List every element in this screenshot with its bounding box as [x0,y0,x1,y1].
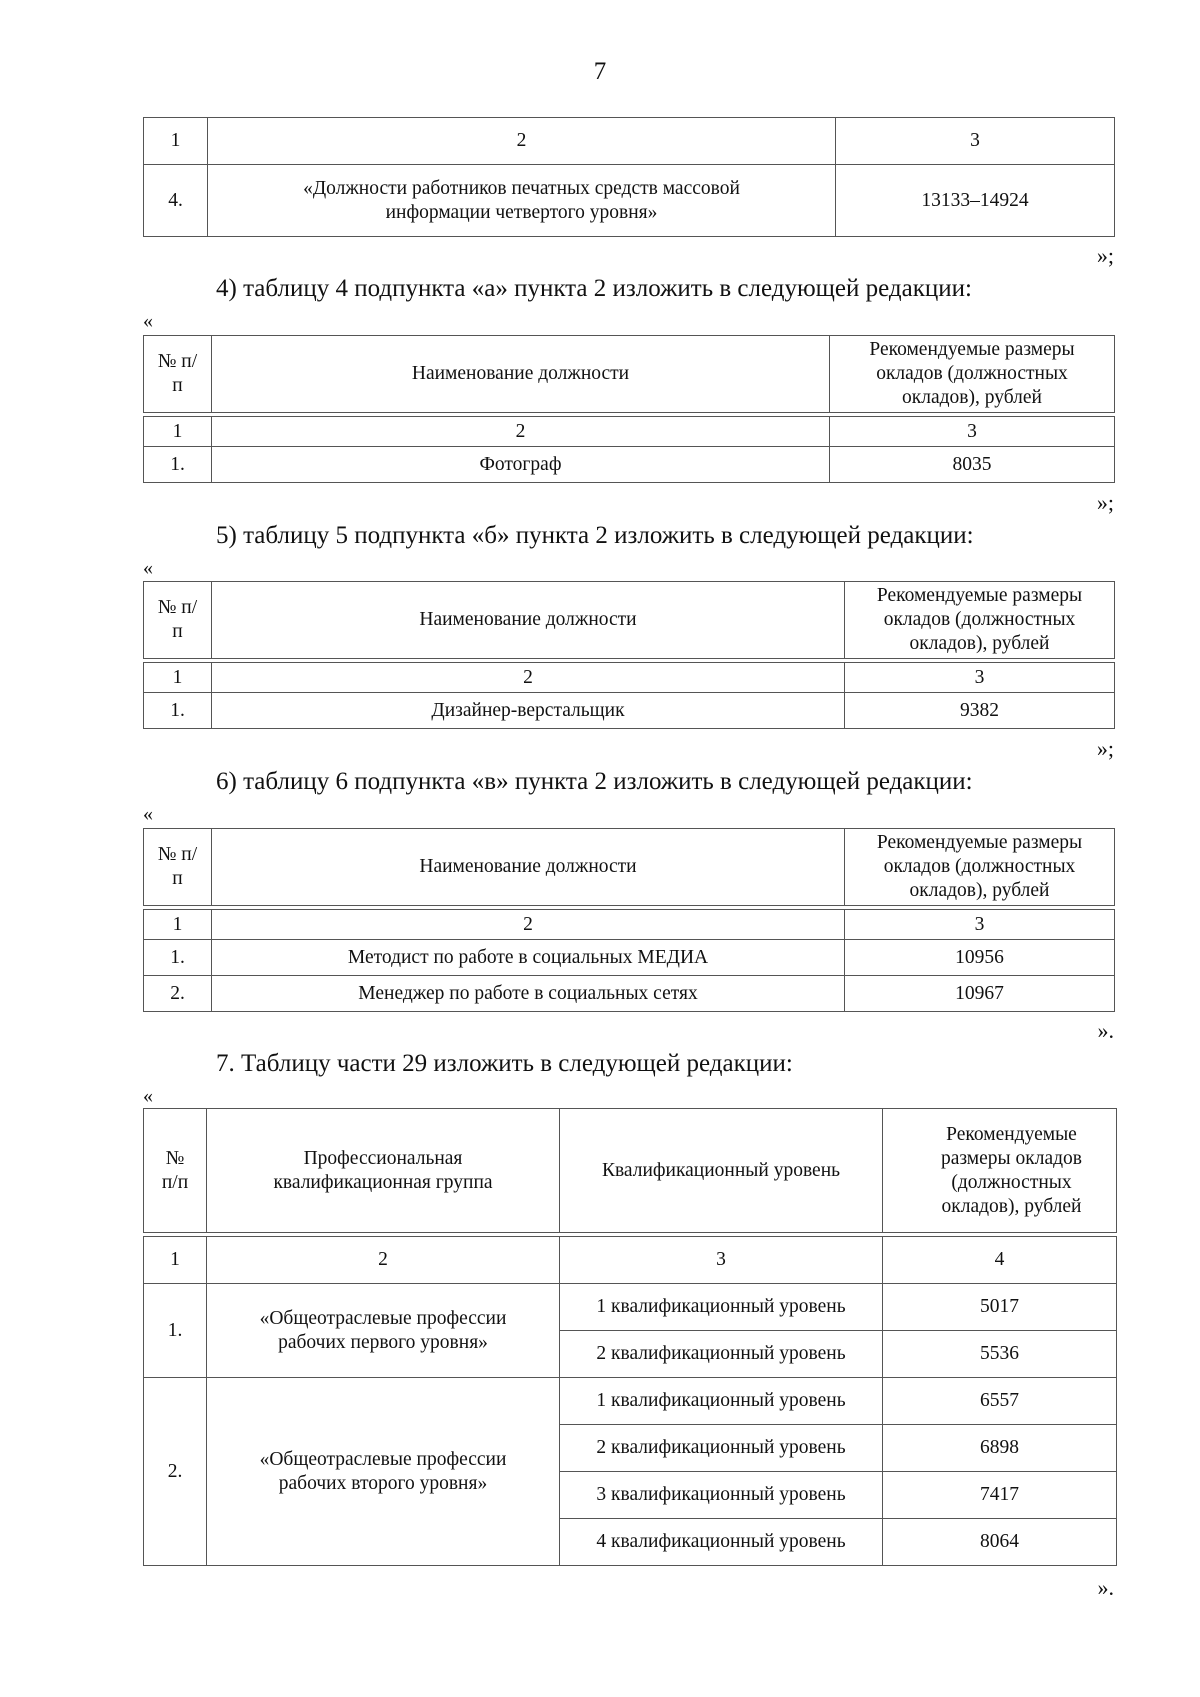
section-5-heading: 5) таблицу 5 подпункта «б» пункта 2 изложить в следующей редакции: [216,522,974,549]
position-name: Методист по работе в социальных МЕДИА [212,940,845,976]
closing-quote: ». [1097,1575,1114,1600]
header-salary: Рекомендуемые размеры окладов (должностных окладов), рублей [845,829,1115,906]
header-salary: Рекомендуемые размеры окладов (должностных окладов), рублей [883,1109,1117,1233]
row-number: 1. [144,447,212,483]
header-position-name: Наименование должности [212,336,830,413]
cell: 2 [212,663,845,693]
section-6-heading: 6) таблицу 6 подпункта «в» пункта 2 изложить в следующей редакции: [216,768,973,795]
salary-value: 6557 [883,1378,1117,1425]
header-number: № п/п [144,336,212,413]
row-number: 4. [144,165,208,237]
cell: 2 [212,417,830,447]
section-4-header-table [143,335,1115,413]
column-number-row [144,417,1115,447]
cell: 1 [144,1237,207,1284]
salary-value: 10967 [845,976,1115,1012]
closing-quote: »; [1096,243,1114,268]
header-position-name: Наименование должности [212,582,845,659]
opening-quote: « [143,557,153,579]
qualification-level: 2 квалификационный уровень [560,1331,883,1378]
cell: 3 [830,417,1115,447]
row-number: 1. [144,1284,207,1378]
salary-value: 8035 [830,447,1115,483]
cell: 3 [845,910,1115,940]
salary-value: 5017 [883,1284,1117,1331]
cell: 1 [144,910,212,940]
cell: 3 [845,663,1115,693]
row-number: 1. [144,940,212,976]
salary-value: 9382 [845,693,1115,729]
table-row [144,693,1115,729]
cell: 4 [883,1237,1117,1284]
header-position-name: Наименование должности [212,829,845,906]
header-qualification-level: Квалификационный уровень [560,1109,883,1233]
qualification-group-name: «Общеотраслевые профессии рабочих второго уровня» [207,1378,560,1566]
position-name: Менеджер по работе в социальных сетях [212,976,845,1012]
table-row [144,1378,1117,1425]
salary-value: 8064 [883,1519,1117,1566]
header-number: № п/п [144,1109,207,1233]
cell: 1 [144,417,212,447]
row-number: 1. [144,693,212,729]
cell: 1 [144,663,212,693]
qualification-level: 3 квалификационный уровень [560,1472,883,1519]
header-qualification-group: Профессиональная квалификационная группа [207,1109,560,1233]
header-number: № п/п [144,582,212,659]
header-number: № п/п [144,829,212,906]
cell: 2 [207,1237,560,1284]
salary-value: 5536 [883,1331,1117,1378]
salary-value: 6898 [883,1425,1117,1472]
section-5-body-table [143,662,1115,729]
header-salary: Рекомендуемые размеры окладов (должностных окладов), рублей [830,336,1115,413]
table-row [144,165,1115,237]
cell: 1 [144,118,208,165]
qualification-level: 1 квалификационный уровень [560,1378,883,1425]
page-number: 7 [593,58,607,85]
section-7-header-table [143,1108,1117,1233]
position-name: Фотограф [212,447,830,483]
column-number-row [144,118,1115,165]
cell: 2 [212,910,845,940]
position-group-name: «Должности работников печатных средств массовой информации четвертого уровня» [208,165,836,237]
continuation-table [143,117,1115,237]
column-number-row [144,910,1115,940]
opening-quote: « [143,1085,153,1107]
section-7-body-table [143,1236,1117,1566]
qualification-level: 4 квалификационный уровень [560,1519,883,1566]
salary-value: 10956 [845,940,1115,976]
closing-quote: ». [1097,1018,1114,1043]
qualification-level: 1 квалификационный уровень [560,1284,883,1331]
table-row [144,940,1115,976]
salary-value: 13133–14924 [836,165,1115,237]
section-6-body-table [143,909,1115,1012]
qualification-group-name: «Общеотраслевые профессии рабочих первого уровня» [207,1284,560,1378]
column-number-row [144,663,1115,693]
row-number: 2. [144,1378,207,1566]
closing-quote: »; [1096,736,1114,761]
row-number: 2. [144,976,212,1012]
qualification-level: 2 квалификационный уровень [560,1425,883,1472]
section-6-header-table [143,828,1115,906]
table-row [144,447,1115,483]
section-5-header-table [143,581,1115,659]
table-row [144,976,1115,1012]
opening-quote: « [143,310,153,332]
section-4-body-table [143,416,1115,483]
section-7-heading: 7. Таблицу части 29 изложить в следующей редакции: [216,1050,793,1077]
salary-value: 7417 [883,1472,1117,1519]
cell: 3 [560,1237,883,1284]
cell: 2 [208,118,836,165]
section-4-heading: 4) таблицу 4 подпункта «а» пункта 2 изложить в следующей редакции: [216,275,972,302]
closing-quote: »; [1096,490,1114,515]
table-row [144,1284,1117,1331]
header-salary: Рекомендуемые размеры окладов (должностных окладов), рублей [845,582,1115,659]
position-name: Дизайнер-верстальщик [212,693,845,729]
cell: 3 [836,118,1115,165]
column-number-row [144,1237,1117,1284]
opening-quote: « [143,803,153,825]
